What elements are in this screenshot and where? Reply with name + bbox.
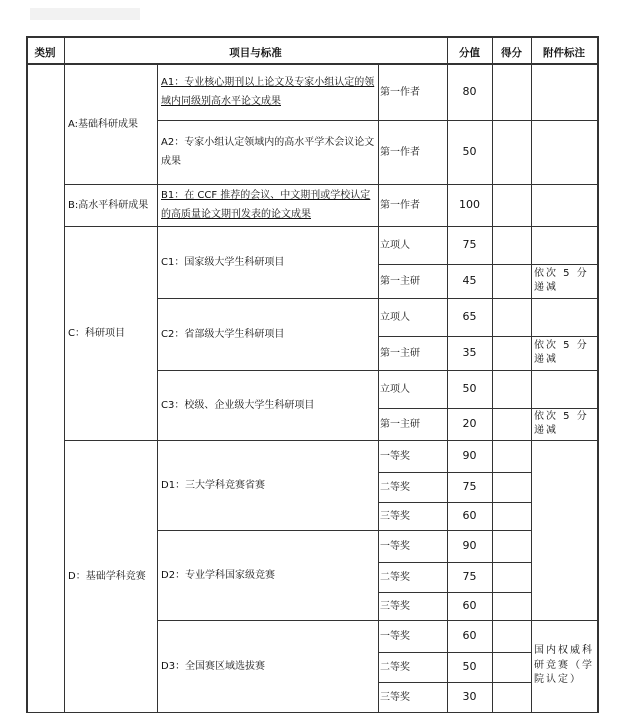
role-c1-first: 第一主研 <box>380 275 420 287</box>
role-a1: 第一作者 <box>380 86 420 98</box>
points-d2-first: 90 <box>462 538 477 552</box>
role-b1: 第一作者 <box>380 199 420 211</box>
grid-line <box>378 652 531 653</box>
points-c2-first: 35 <box>462 345 477 359</box>
role-d3-first: 一等奖 <box>380 630 410 642</box>
role-c2-leader: 立项人 <box>380 311 410 323</box>
role-d1-first: 一等奖 <box>380 450 410 462</box>
grid-line <box>378 472 531 473</box>
role-d1-second: 二等奖 <box>380 481 410 493</box>
grid-line <box>378 562 531 563</box>
role-d3-third: 三等奖 <box>380 691 410 703</box>
points-b1: 100 <box>459 197 480 211</box>
points-d3-first: 60 <box>462 628 477 642</box>
role-d2-first: 一等奖 <box>380 540 410 552</box>
points-d1-second: 75 <box>462 479 477 493</box>
grid-line <box>447 36 448 712</box>
grid-line <box>26 36 28 713</box>
grid-line <box>64 226 597 227</box>
grid-line <box>597 36 599 713</box>
grid-line <box>64 440 597 441</box>
points-c3-leader: 50 <box>462 381 477 395</box>
item-d3: D3：全国赛区域选拔赛 <box>161 660 266 672</box>
grid-line <box>26 712 598 713</box>
points-d1-third: 60 <box>462 508 477 522</box>
grid-line <box>157 64 158 712</box>
grid-line <box>157 530 531 531</box>
points-c3-first: 20 <box>462 416 477 430</box>
points-d2-second: 75 <box>462 569 477 583</box>
points-c1-leader: 75 <box>462 237 477 251</box>
note-c2: 依次 5 分递减 <box>534 339 589 365</box>
header-blur <box>30 8 140 20</box>
grid-line <box>378 502 531 503</box>
points-d1-first: 90 <box>462 448 477 462</box>
col-header-items: 项目与标准 <box>229 47 282 59</box>
grid-line <box>378 682 531 683</box>
grid-line <box>64 184 597 185</box>
points-d3-third: 30 <box>462 689 477 703</box>
grid-line <box>378 592 531 593</box>
col-header-category: 类别 <box>34 47 56 59</box>
item-c2: C2：省部级大学生科研项目 <box>161 328 285 340</box>
grid-line <box>378 64 379 712</box>
item-d1: D1：三大学科竞赛省赛 <box>161 479 266 491</box>
points-c1-first: 45 <box>462 273 477 287</box>
col-header-attachment: 附件标注 <box>543 47 585 59</box>
grid-line <box>157 370 597 371</box>
item-b1: B1：在 CCF 推荐的会议、中文期刊或学校认定的高质量论文期刊发表的论文成果 <box>161 190 371 220</box>
grid-line <box>378 264 597 265</box>
role-c3-leader: 立项人 <box>380 383 410 395</box>
points-c2-leader: 65 <box>462 309 477 323</box>
note-d3: 国内权威科研竞赛（学院认定） <box>534 645 594 686</box>
category-b: B:高水平科研成果 <box>68 199 149 211</box>
role-d3-second: 二等奖 <box>380 661 410 673</box>
grid-line <box>157 120 597 121</box>
grid-line <box>492 36 493 712</box>
grid-line <box>64 36 65 712</box>
grid-line <box>531 36 532 712</box>
item-a1: A1：专业核心期刊以上论文及专家小组认定的领域内同级别高水平论文成果 <box>161 77 375 107</box>
points-a1: 80 <box>462 84 477 98</box>
grid-line <box>531 620 597 621</box>
item-c1: C1：国家级大学生科研项目 <box>161 256 285 268</box>
grid-line <box>26 63 597 65</box>
col-header-points: 分值 <box>459 47 480 59</box>
grid-line <box>157 620 531 621</box>
grid-line <box>157 298 597 299</box>
category-a: A:基础科研成果 <box>68 118 139 130</box>
role-c1-leader: 立项人 <box>380 239 410 251</box>
role-c2-first: 第一主研 <box>380 347 420 359</box>
note-c1: 依次 5 分递减 <box>534 267 589 293</box>
role-d1-third: 三等奖 <box>380 510 410 522</box>
grid-line <box>378 408 597 409</box>
role-c3-first: 第一主研 <box>380 418 420 430</box>
role-d2-second: 二等奖 <box>380 571 410 583</box>
col-header-score: 得分 <box>501 47 522 59</box>
category-c: C：科研项目 <box>68 327 125 339</box>
role-a2: 第一作者 <box>380 146 420 158</box>
role-d2-third: 三等奖 <box>380 600 410 612</box>
item-d2: D2：专业学科国家级竞赛 <box>161 569 276 581</box>
grid-line <box>26 36 597 38</box>
points-d2-third: 60 <box>462 598 477 612</box>
points-a2: 50 <box>462 144 477 158</box>
points-d3-second: 50 <box>462 659 477 673</box>
item-a2: A2：专家小组认定领域内的高水平学术会议论文成果 <box>161 137 375 167</box>
note-c3: 依次 5 分递减 <box>534 410 589 436</box>
grid-line <box>378 336 597 337</box>
category-d: D：基础学科竞赛 <box>68 570 146 582</box>
item-c3: C3：校级、企业级大学生科研项目 <box>161 399 315 411</box>
